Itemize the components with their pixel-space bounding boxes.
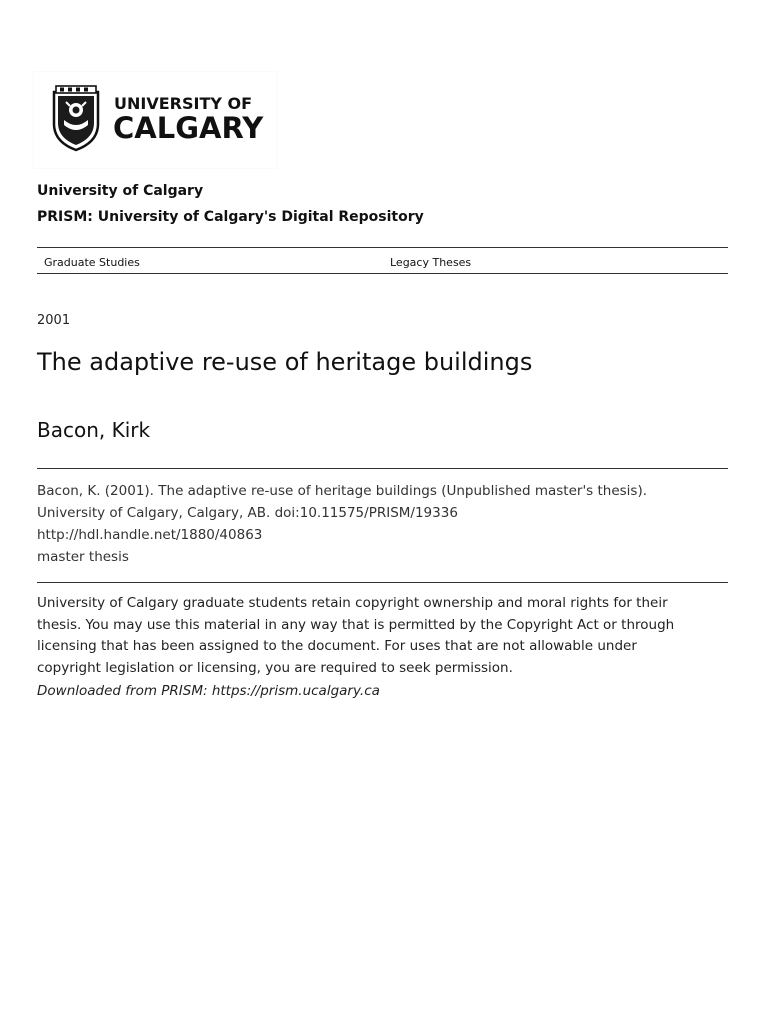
rights-statement xyxy=(37,593,727,703)
rights-line: University of Calgary graduate students retain copyright ownership and moral rights for their xyxy=(37,595,668,611)
logo-line-2: CALGARY xyxy=(113,111,264,145)
divider xyxy=(37,247,728,248)
citation-line: University of Calgary, Calgary, AB. doi:10.11575/PRISM/19336 xyxy=(37,505,458,521)
repository-name: PRISM: University of Calgary's Digital Repository xyxy=(37,209,424,225)
divider xyxy=(37,273,728,274)
document-type: master thesis xyxy=(37,549,129,565)
citation-block xyxy=(37,480,727,568)
document-title: The adaptive re-use of heritage buildings xyxy=(37,348,533,376)
logo-line-1: UNIVERSITY OF xyxy=(114,94,253,113)
document-author: Bacon, Kirk xyxy=(37,418,151,442)
divider xyxy=(37,468,728,469)
citation-line: Bacon, K. (2001). The adaptive re-use of heritage buildings (Unpublished master's thesis). xyxy=(37,483,648,499)
rights-line: copyright legislation or licensing, you are required to seek permission. xyxy=(37,659,513,676)
university-logo xyxy=(34,72,276,168)
collection-name: Legacy Theses xyxy=(390,256,472,269)
rights-line: licensing that has been assigned to the document. For uses that are not allowable under xyxy=(37,638,637,654)
rights-line: thesis. You may use this material in any way that is permitted by the Copyright Act or through xyxy=(37,616,675,633)
institution-name: University of Calgary xyxy=(37,183,204,199)
publication-year: 2001 xyxy=(37,313,71,328)
university-crest-icon xyxy=(34,72,276,168)
handle-link[interactable]: http://hdl.handle.net/1880/40863 xyxy=(37,527,263,543)
divider xyxy=(37,582,728,583)
download-source-link[interactable]: Downloaded from PRISM: https://prism.ucalgary.ca xyxy=(37,683,380,699)
collection-community: Graduate Studies xyxy=(44,256,140,269)
